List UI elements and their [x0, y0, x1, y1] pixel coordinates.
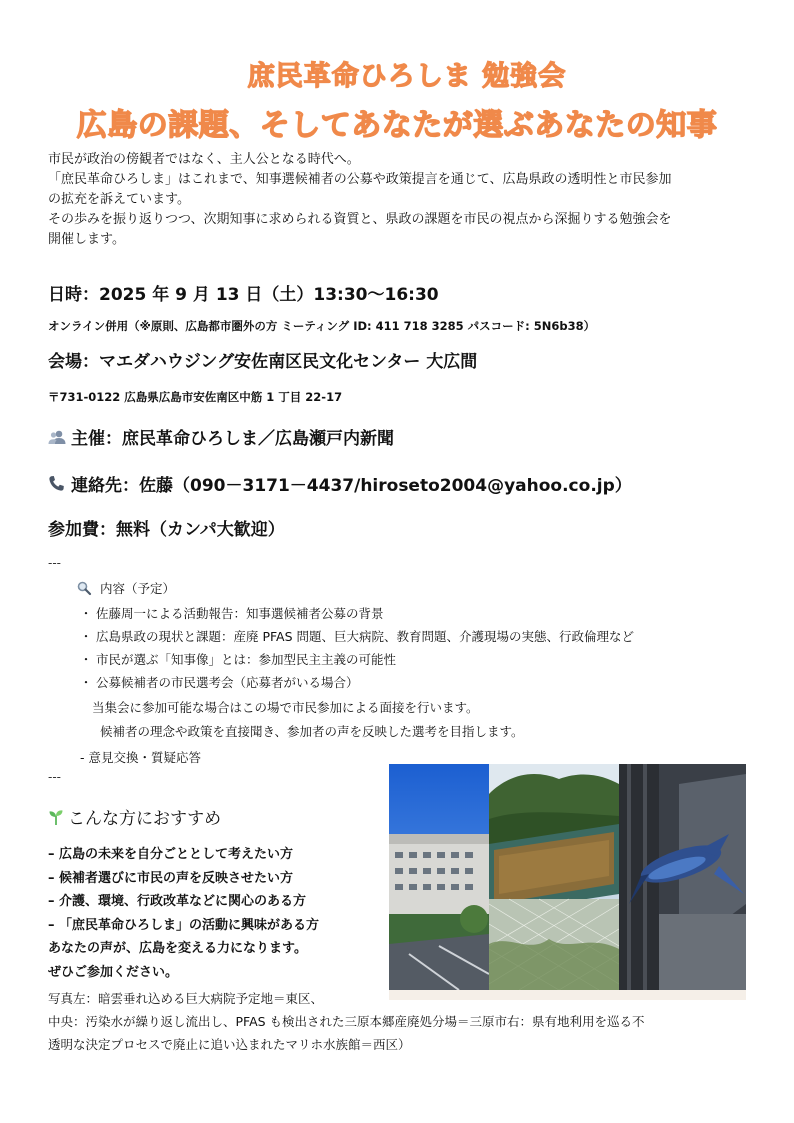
organizer-line: [48, 424, 394, 449]
organizer-text: 主催：庶民革命ひろしま／広島瀬戸内新聞: [71, 429, 394, 449]
separator-line: ---: [48, 770, 61, 784]
event-venue: 会場：マエダハウジング安佐南区民文化センター 大広間: [48, 352, 478, 372]
contents-heading-text: 内容（予定）: [100, 581, 176, 596]
qa-item: - 意見交換・質疑応答: [80, 750, 201, 765]
list-item: ぜひご参加ください。: [48, 964, 179, 980]
online-info: オンライン併用（※原則、広島都市圏外の方 ミーティング ID: 411 718 3285 パスコード: 5N6b38）: [48, 319, 596, 333]
contents-heading: [76, 579, 175, 597]
venue-address: 〒731-0122 広島県広島市安佐南区中筋 1 丁目 22-17: [48, 390, 343, 404]
selection-note: 候補者の理念や政策を直接聞き、参加者の声を反映した選考を目指します。: [100, 724, 524, 739]
list-item: – 候補者選びに市民の声を反映させたい方: [48, 870, 294, 886]
list-item: – 介護、環境、行政改革などに関心のある方: [48, 894, 307, 909]
separator-line: ---: [48, 556, 61, 570]
intro-line: 開催します。: [48, 232, 125, 247]
contact-line: [48, 471, 632, 496]
caption-line: 写真左：暗雲垂れ込める巨大病院予定地＝東区、: [48, 991, 324, 1006]
event-subtitle: 庶民革命ひろしま 勉強会: [247, 61, 567, 92]
photo-caption: [48, 987, 748, 1056]
person-icon: [48, 429, 68, 445]
waste-disposal-site-photo: [489, 764, 619, 990]
aquarium-photo: [619, 764, 746, 990]
intro-line: その歩みを振り返りつつ、次期知事に求められる資質と、県政の課題を市民の視点から深掘りする勉強会を: [48, 212, 672, 227]
list-item: ・ 市民が選ぶ「知事像」とは：参加型民主主義の可能性: [79, 652, 397, 667]
recommend-heading-text: こんな方におすすめ: [68, 809, 222, 829]
hospital-site-photo: [389, 764, 489, 990]
event-title: 広島の課題、そしてあなたが選ぶあなたの知事: [76, 108, 718, 143]
selection-note: 当集会に参加可能な場合はこの場で市民参加による面接を行います。: [92, 700, 479, 715]
photo-collage: [389, 764, 746, 1000]
recommend-heading: [48, 804, 221, 829]
list-item: – 広島の未来を自分ごととして考えたい方: [48, 847, 294, 862]
list-item: ・ 佐藤周一による活動報告：知事選候補者公募の背景: [79, 606, 384, 621]
recommend-list: [48, 843, 319, 984]
caption-line: 中央：汚染水が繰り返し流出し、PFAS も検出された三原本郷産廃処分場＝三原市右：県有地利用を巡る不: [48, 1014, 645, 1029]
magnifier-icon: [76, 580, 100, 596]
contents-list: [76, 602, 756, 694]
sprout-icon: [48, 808, 68, 826]
event-date: 日時：2025 年 9 月 13 日（土）13:30～16:30: [48, 285, 439, 305]
list-item: ・ 広島県政の現状と課題：産廃 PFAS 問題、巨大病院、教育問題、介護現場の実態、行政倫理など: [79, 629, 635, 644]
intro-text: [48, 150, 748, 250]
list-item: あなたの声が、広島を変える力になります。: [48, 941, 307, 956]
caption-line: 透明な決定プロセスで廃止に追い込まれたマリホ水族館＝西区）: [48, 1037, 411, 1052]
intro-line: 「庶民革命ひろしま」はこれまで、知事選候補者の公募や政策提言を通じて、広島県政の透明性と市民参加: [48, 172, 672, 187]
participation-fee: 参加費：無料（カンパ大歓迎）: [48, 520, 285, 540]
intro-line: 市民が政治の傍観者ではなく、主人公となる時代へ。: [48, 152, 360, 167]
intro-line: の拡充を訴えています。: [48, 192, 190, 207]
contact-text: 連絡先：佐藤（090－3171－4437/hiroseto2004@yahoo.co.jp）: [71, 476, 632, 496]
list-item: – 「庶民革命ひろしま」の活動に興味がある方: [48, 917, 320, 933]
phone-icon: [48, 475, 68, 493]
list-item: ・ 公募候補者の市民選考会（応募者がいる場合）: [79, 675, 359, 690]
